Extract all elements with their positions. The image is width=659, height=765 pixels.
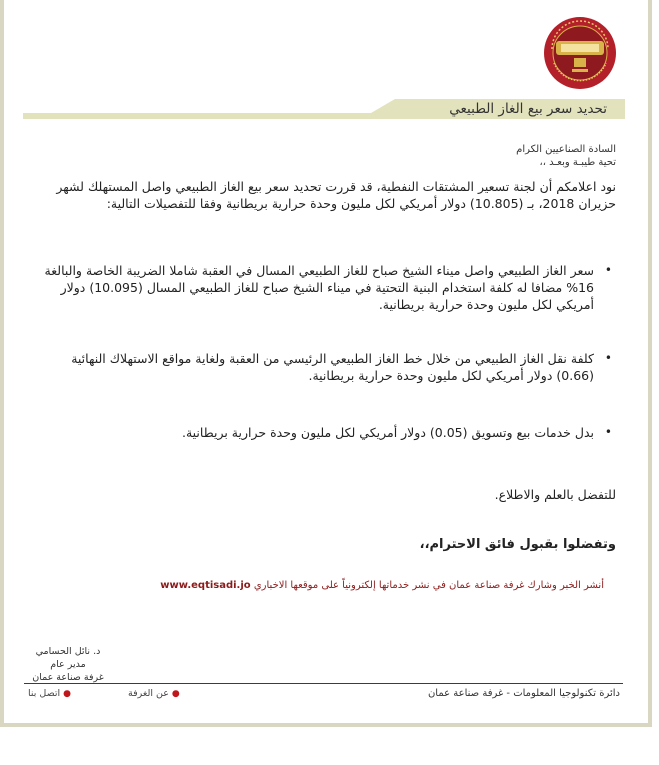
signature-block (28, 645, 108, 684)
share-notice (160, 580, 604, 591)
page-title: تحديد سعر بيع الغاز الطبيعي (449, 101, 607, 117)
greeting-block (516, 143, 616, 169)
footer-divider (24, 683, 623, 684)
signatory-name: د. نائل الحسامي (35, 646, 101, 657)
greeting: تحية طيبـة وبعـد ،، (539, 157, 616, 168)
regards-line: وتفضلوا بقبول فائق الاحترام،، (419, 537, 616, 552)
salutation: السادة الصناعيين الكرام (516, 144, 616, 155)
signatory-organization: غرفة صناعة عمان (32, 672, 104, 683)
detail-item: • بدل خدمات بيع وتسويق (0.05) دولار أمريكي لكل مليون وحدة حرارية بريطانية. (32, 424, 616, 441)
closing-line: للتفضل بالعلم والاطلاع. (494, 487, 616, 502)
footer-link-contact[interactable] (28, 688, 71, 699)
chamber-logo (542, 15, 618, 91)
newsletter-page (4, 0, 648, 723)
footer-link-about[interactable] (128, 688, 180, 699)
bullet-dot-icon: ● (171, 689, 180, 699)
footer-link-label: عن الغرفة (128, 688, 169, 699)
intro-paragraph: نود اعلامكم أن لجنة تسعير المشتقات النفطية، قد قررت تحديد سعر بيع الغاز الطبيعي واصل المستهلك لشهر حزيران 2018، بـ (10.805) دولار أمريكي لكل مليون وحدة حرارية بريطانية وفقا للتفصيلات التالية: (56, 179, 616, 211)
chamber-seal-icon (542, 15, 618, 91)
signatory-position: مدير عام (50, 659, 86, 670)
title-band (23, 99, 625, 119)
footer-link-label: اتصل بنا (28, 688, 61, 699)
bullet-dot-icon: ● (63, 689, 72, 699)
detail-item: • كلفة نقل الغاز الطبيعي من خلال خط الغاز الطبيعي الرئيسي من العقبة ولغاية مواقع الاستهلاك النهائية (0.66) دولار أمريكي لكل مليون وحدة حرارية بريطانية. (32, 350, 616, 384)
share-text: أنشر الخبر وشارك غرفة صناعة عمان في نشر خدماتها إلكترونياً على موقعها الاخباري (253, 580, 604, 591)
footer-department: دائرة تكنولوجيا المعلومات - غرفة صناعة عمان (427, 688, 620, 699)
detail-item: • سعر الغاز الطبيعي واصل ميناء الشيخ صباح للغاز الطبيعي المسال في العقبة شاملا الضريبة الخاصة والبالغة 16% مضافا له كلفة استخدام البنية التحتية في ميناء الشيخ صباح للغاز الطبيعي المسال (10.095) دولار أمريكي لكل مليون وحدة حرارية بريطانية. (32, 262, 616, 313)
news-site-link[interactable]: www.eqtisadi.jo (160, 580, 251, 591)
